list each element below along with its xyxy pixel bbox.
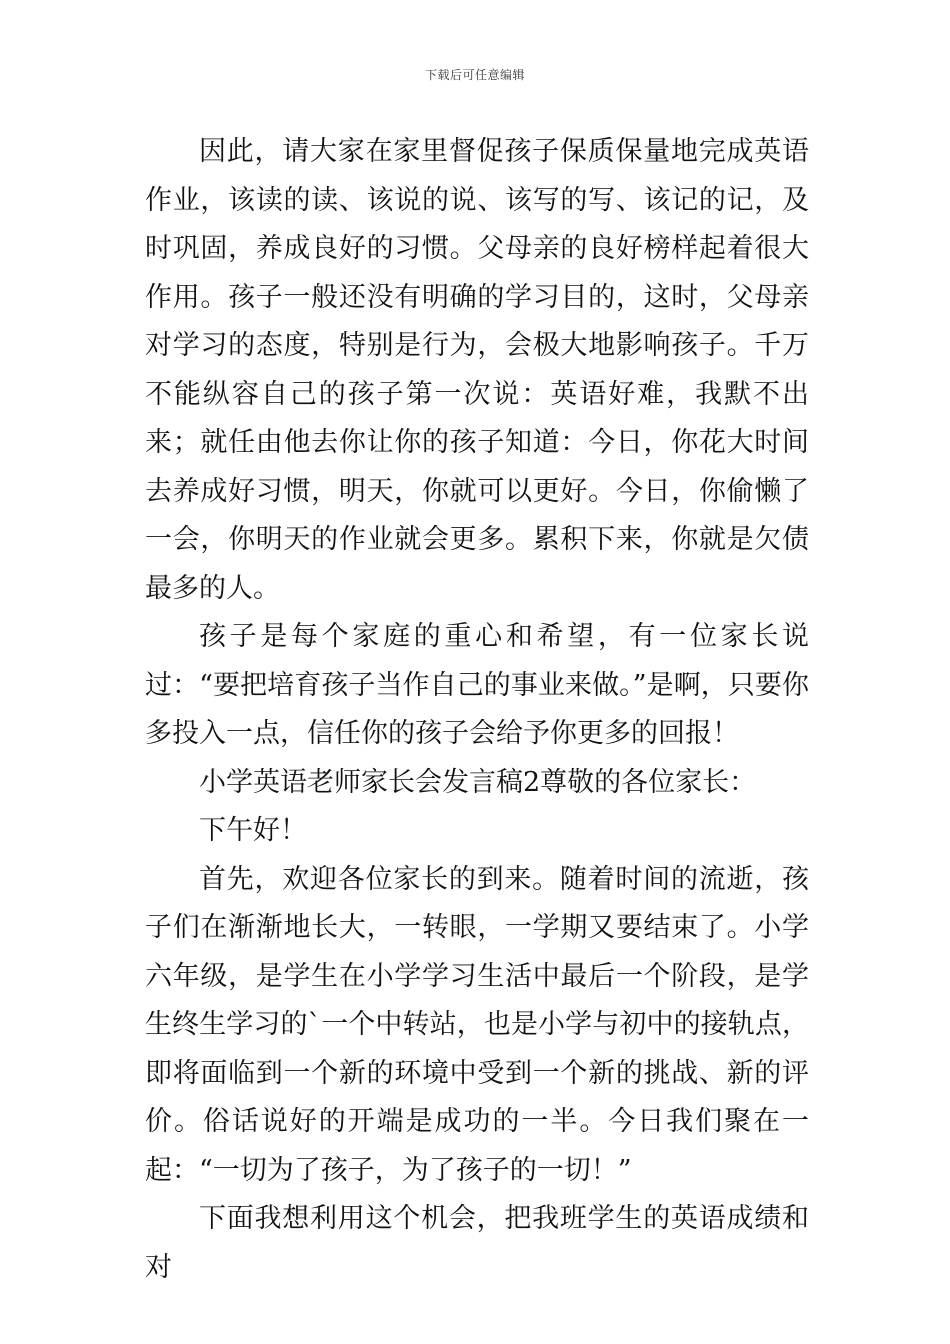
- paragraph-child-hope: 孩子是每个家庭的重心和希望，有一位家长说过：“要把培育孩子当作自己的事业来做。”是啊，只要你多投入一点，信任你的孩子会给予你更多的回报！: [145, 621, 809, 749]
- page-header: 下载后可任意编辑: [424, 68, 525, 82]
- paragraph-speech-title: 小学英语老师家长会发言稿2尊敬的各位家长：: [199, 766, 757, 798]
- paragraph-closing-fragment: 下面我想利用这个机会，把我班学生的英语成绩和对: [145, 1203, 809, 1283]
- paragraph-greeting: 下午好！: [199, 815, 307, 846]
- paragraph-homework-supervision: 因此，请大家在家里督促孩子保质保量地完成英语作业，该读的读、该说的说、该写的写、该记的记，及时巩固，养成良好的习惯。父母亲的良好榜样起着很大作用。孩子一般还没有明确的学习目的，这时，父母亲对学习的态度，特别是行为，会极大地影响孩子。千万不能纵容自己的孩子第一次说：英语好难，我默不出来；就任由他去你让你的孩子知道：今日，你花大时间去养成好习惯，明天，你就可以更好。今日，你偷懒了一会，你明天的作业就会更多。累积下来，你就是欠债最多的人。: [145, 136, 809, 604]
- document-body: [145, 128, 809, 1292]
- paragraph-welcome: 首先，欢迎各位家长的到来。随着时间的流逝，孩子们在渐渐地长大，一转眼，一学期又要结束了。小学六年级，是学生在小学学习生活中最后一个阶段，是学生终生学习的`一个中转站，也是小学与初中的接轨点，即将面临到一个新的环境中受到一个新的挑战、新的评价。俗话说好的开端是成功的一半。今日我们聚在一起：“一切为了孩子，为了孩子的一切！”: [145, 863, 809, 1186]
